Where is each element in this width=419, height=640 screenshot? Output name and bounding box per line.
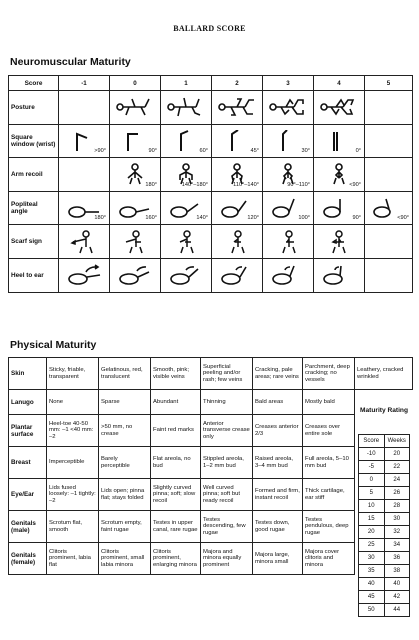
wrist-figure-icon (171, 130, 201, 152)
physical-cell: Thinning (201, 390, 253, 415)
physical-cell: Creases anterior 2/3 (253, 415, 303, 447)
scarf-sign-cell (263, 225, 314, 259)
popliteal-cell (263, 191, 314, 225)
posture-cell (365, 91, 413, 125)
angle-label: 90° (352, 215, 361, 222)
rating-weeks: 38 (384, 565, 410, 578)
popliteal-cell (314, 191, 365, 225)
posture-cell (314, 91, 365, 125)
scarf-sign-figure-icon (172, 230, 200, 254)
rating-row (359, 487, 410, 500)
score-col-1: 1 (161, 76, 212, 91)
angle-label: >90° (94, 148, 106, 155)
popliteal-cell (212, 191, 263, 225)
angle-label: 90°–110° (287, 181, 310, 188)
row-label-plantar-surface: Plantar surface (9, 415, 47, 447)
rating-score: -10 (359, 448, 385, 461)
physical-cell: Abundant (151, 390, 201, 415)
arm-recoil-cell (365, 158, 413, 192)
arm-recoil-cell (59, 158, 110, 192)
physical-cell: None (47, 390, 99, 415)
physical-cell: Formed and firm, instant recoil (253, 479, 303, 511)
rating-score: 5 (359, 487, 385, 500)
scarf-sign-figure-icon (223, 230, 251, 254)
scarf-sign-figure-icon (70, 230, 98, 254)
posture-figure-icon (217, 96, 257, 118)
heel-to-ear-cell (263, 258, 314, 292)
physical-cell: Creases over entire sole (303, 415, 355, 447)
angle-label: <90° (397, 215, 409, 222)
posture-cell (59, 91, 110, 125)
angle-label: 60° (199, 148, 208, 155)
physical-cell: Barely perceptible (99, 447, 151, 479)
eye-ear-row (9, 479, 413, 511)
arm-recoil-figure-icon (326, 163, 352, 185)
scarf-sign-figure-icon (274, 230, 302, 254)
heel-to-ear-figure-icon (270, 264, 306, 286)
rating-row (359, 513, 410, 526)
scarf-sign-cell (59, 225, 110, 259)
square-window-cell (314, 124, 365, 158)
physical-cell: Bald areas (253, 390, 303, 415)
rating-weeks: 20 (384, 448, 410, 461)
physical-cell: Raised areola, 3–4 mm bud (253, 447, 303, 479)
posture-row (9, 91, 413, 125)
wrist-figure-icon (273, 130, 303, 152)
arm-recoil-cell (314, 158, 365, 192)
physical-cell: Lids open; pinna flat; stays folded (99, 479, 151, 511)
angle-label: 90° (148, 148, 157, 155)
plantar-surface-row (9, 415, 413, 447)
rating-score: 20 (359, 526, 385, 539)
physical-cell: Leathery, cracked wrinkled (355, 358, 413, 390)
row-label-posture: Posture (9, 91, 59, 125)
score-header-row (9, 76, 413, 91)
square-window-cell (110, 124, 161, 158)
rating-score: 40 (359, 578, 385, 591)
physical-cell: Well curved pinna; soft but ready recoil (201, 479, 253, 511)
neuromuscular-heading: Neuromuscular Maturity (10, 56, 131, 68)
physical-cell: Parchment, deep cracking; no vessels (303, 358, 355, 390)
scarf-sign-cell (365, 225, 413, 259)
row-label-lanugo: Lanugo (9, 390, 47, 415)
posture-cell (110, 91, 161, 125)
heel-to-ear-cell (161, 258, 212, 292)
posture-cell (212, 91, 263, 125)
physical-cell: Stippled areola, 1–2 mm bud (201, 447, 253, 479)
arm-recoil-row (9, 158, 413, 192)
physical-cell: Faint red marks (151, 415, 201, 447)
posture-figure-icon (319, 96, 359, 118)
row-label-genitals-female: Genitals (female) (9, 543, 47, 575)
rating-score: 45 (359, 591, 385, 604)
physical-cell: Clitoris prominent, small labia minora (99, 543, 151, 575)
row-label-genitals-male: Genitals (male) (9, 511, 47, 543)
physical-cell: Clitoris prominent, labia flat (47, 543, 99, 575)
popliteal-cell (59, 191, 110, 225)
arm-recoil-cell (212, 158, 263, 192)
heel-to-ear-cell (365, 258, 413, 292)
scarf-sign-cell (212, 225, 263, 259)
posture-figure-icon (268, 96, 308, 118)
rating-score: 10 (359, 500, 385, 513)
row-label-scarf-sign: Scarf sign (9, 225, 59, 259)
posture-figure-icon (115, 96, 155, 118)
rating-row (359, 552, 410, 565)
popliteal-angle-row (9, 191, 413, 225)
rating-header-weeks: Weeks (384, 435, 410, 448)
score-col-2: 2 (212, 76, 263, 91)
arm-recoil-cell (161, 158, 212, 192)
physical-cell: Majora large, minora small (253, 543, 303, 575)
breast-row (9, 447, 413, 479)
physical-cell: Thick cartilage, ear stiff (303, 479, 355, 511)
popliteal-figure-icon (322, 197, 356, 219)
angle-label: 45° (250, 148, 259, 155)
scarf-sign-cell (110, 225, 161, 259)
rating-row (359, 604, 410, 617)
physical-cell: Testes descending, few rugae (201, 511, 253, 543)
scarf-sign-figure-icon (121, 230, 149, 254)
popliteal-cell (161, 191, 212, 225)
rating-score: 30 (359, 552, 385, 565)
physical-cell: Cracking, pale areas; rare veins (253, 358, 303, 390)
physical-cell: Gelatinous, red, translucent (99, 358, 151, 390)
row-label-skin: Skin (9, 358, 47, 390)
rating-row (359, 500, 410, 513)
posture-cell (263, 91, 314, 125)
physical-cell: Flat areola, no bud (151, 447, 201, 479)
rating-row (359, 461, 410, 474)
heel-to-ear-figure-icon (117, 264, 153, 286)
rating-row (359, 526, 410, 539)
square-window-row (9, 124, 413, 158)
heel-to-ear-figure-icon (66, 264, 102, 286)
score-col-4: 4 (314, 76, 365, 91)
rating-weeks: 42 (384, 591, 410, 604)
rating-header-score: Score (359, 435, 385, 448)
rating-score: 35 (359, 565, 385, 578)
score-col-0: 0 (110, 76, 161, 91)
angle-label: 140° (196, 215, 208, 222)
rating-header-row (359, 435, 410, 448)
angle-label: 120° (247, 215, 259, 222)
physical-cell: Slightly curved pinna; soft; slow recoil (151, 479, 201, 511)
wrist-figure-icon (120, 130, 150, 152)
angle-label: 140°–180° (181, 181, 208, 188)
wrist-figure-icon (222, 130, 252, 152)
heel-to-ear-figure-icon (168, 264, 204, 286)
page-title: BALLARD SCORE (173, 24, 246, 33)
row-label-square-window: Square window (wrist) (9, 124, 59, 158)
rating-score: 15 (359, 513, 385, 526)
rating-row (359, 539, 410, 552)
physical-cell: Full areola, 5–10 mm bud (303, 447, 355, 479)
physical-cell: Testes down, good rugae (253, 511, 303, 543)
row-label-arm-recoil: Arm recoil (9, 158, 59, 192)
angle-label: 110°–140° (233, 181, 259, 188)
rating-score: 0 (359, 474, 385, 487)
popliteal-cell (110, 191, 161, 225)
angle-label: 30° (301, 148, 310, 155)
heel-to-ear-cell (212, 258, 263, 292)
angle-label: <90° (349, 181, 361, 188)
rating-weeks: 24 (384, 474, 410, 487)
rating-weeks: 28 (384, 500, 410, 513)
angle-label: 180° (94, 215, 106, 222)
rating-row (359, 578, 410, 591)
rating-weeks: 36 (384, 552, 410, 565)
row-label-breast: Breast (9, 447, 47, 479)
rating-weeks: 34 (384, 539, 410, 552)
heel-to-ear-figure-icon (321, 264, 357, 286)
rating-score: 50 (359, 604, 385, 617)
square-window-cell (212, 124, 263, 158)
wrist-figure-icon (324, 130, 354, 152)
heel-to-ear-figure-icon (219, 264, 255, 286)
rating-weeks: 32 (384, 526, 410, 539)
row-label-popliteal-angle: Popliteal angle (9, 191, 59, 225)
rating-row (359, 591, 410, 604)
square-window-cell (365, 124, 413, 158)
posture-cell (161, 91, 212, 125)
genitals-male-row (9, 511, 413, 543)
physical-cell: Anterior transverse crease only (201, 415, 253, 447)
maturity-rating-title: Maturity Rating (360, 407, 408, 414)
arm-recoil-cell (263, 158, 314, 192)
heel-to-ear-cell (59, 258, 110, 292)
physical-cell: Scrotum flat, smooth (47, 511, 99, 543)
scarf-sign-figure-icon (325, 230, 353, 254)
maturity-rating-table (358, 434, 410, 617)
heel-to-ear-cell (314, 258, 365, 292)
square-window-cell (263, 124, 314, 158)
neuromuscular-table (8, 75, 413, 293)
rating-weeks: 26 (384, 487, 410, 500)
row-label-eye-ear: Eye/Ear (9, 479, 47, 511)
physical-cell: Imperceptible (47, 447, 99, 479)
physical-cell: Lids fused loosely: –1 tightly: –2 (47, 479, 99, 511)
score-col-minus1: -1 (59, 76, 110, 91)
popliteal-cell (365, 191, 413, 225)
square-window-cell (161, 124, 212, 158)
heel-to-ear-cell (110, 258, 161, 292)
angle-label: 180° (145, 181, 157, 188)
arm-recoil-cell (110, 158, 161, 192)
posture-figure-icon (166, 96, 206, 118)
angle-label: 100° (298, 215, 310, 222)
physical-cell: Testes pendulous, deep rugae (303, 511, 355, 543)
angle-label: 160° (145, 215, 157, 222)
genitals-female-row (9, 543, 413, 575)
square-window-cell (59, 124, 110, 158)
rating-score: -5 (359, 461, 385, 474)
rating-row (359, 474, 410, 487)
rating-row (359, 565, 410, 578)
skin-row (9, 358, 413, 390)
rating-weeks: 22 (384, 461, 410, 474)
angle-label: 0° (355, 148, 361, 155)
row-label-heel-to-ear: Heel to ear (9, 258, 59, 292)
rating-row (359, 448, 410, 461)
rating-score: 25 (359, 539, 385, 552)
physical-cell: Heel-toe 40-50 mm: –1 <40 mm: –2 (47, 415, 99, 447)
physical-table (8, 357, 413, 575)
physical-cell: Superficial peeling and/or rash; few veins (201, 358, 253, 390)
physical-cell: Mostly bald (303, 390, 355, 415)
score-col-5: 5 (365, 76, 413, 91)
heel-to-ear-row (9, 258, 413, 292)
arm-recoil-figure-icon (122, 163, 148, 185)
scarf-sign-row (9, 225, 413, 259)
physical-cell: >50 mm, no crease (99, 415, 151, 447)
physical-cell: Testes in upper canal, rare rugae (151, 511, 201, 543)
rating-weeks: 30 (384, 513, 410, 526)
rating-weeks: 44 (384, 604, 410, 617)
physical-cell: Scrotum empty, faint rugae (99, 511, 151, 543)
physical-cell: Sticky, friable, transparent (47, 358, 99, 390)
lanugo-row (9, 390, 413, 415)
rating-weeks: 40 (384, 578, 410, 591)
scarf-sign-cell (314, 225, 365, 259)
physical-heading: Physical Maturity (10, 339, 97, 351)
physical-cell: Majora cover clitoris and minora (303, 543, 355, 575)
scarf-sign-cell (161, 225, 212, 259)
physical-cell: Clitoris prominent, enlarging minora (151, 543, 201, 575)
physical-cell: Smooth, pink; visible veins (151, 358, 201, 390)
score-col-3: 3 (263, 76, 314, 91)
physical-cell: Sparse (99, 390, 151, 415)
score-label: Score (9, 76, 59, 91)
physical-cell: Majora and minora equally prominent (201, 543, 253, 575)
